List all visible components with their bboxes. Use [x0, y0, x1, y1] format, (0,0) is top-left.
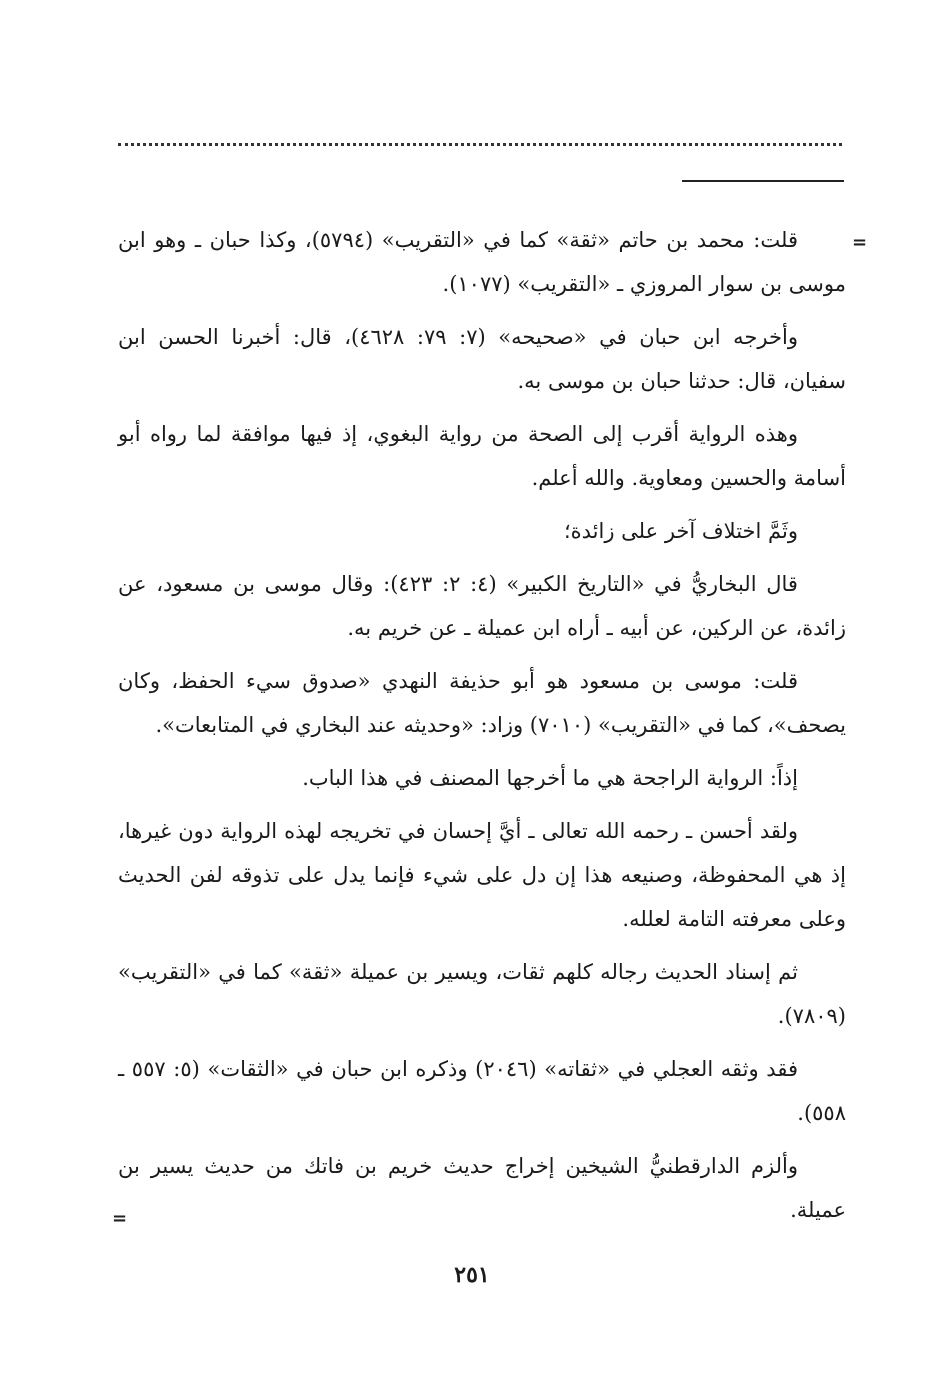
paragraph-9: ثم إسناد الحديث رجاله كلهم ثقات، ويسير بن عميلة «ثقة» كما في «التقريب» (٧٨٠٩).	[118, 960, 846, 1028]
paragraph-11: وألزم الدارقطنيُّ الشيخين إخراج حديث خريم بن فاتك من حديث يسير بن عميلة.	[118, 1154, 846, 1222]
paragraph-6: قلت: موسى بن مسعود هو أبو حذيفة النهدي «صدوق سيء الحفظ، وكان يصحف»، كما في «التقريب» (٧٠١٠) وزاد: «وحديثه عند البخاري في المتابعات».	[118, 669, 846, 737]
footnote-body	[118, 218, 846, 1241]
continuation-mark-top: =	[852, 232, 868, 253]
footnote-rule	[682, 180, 844, 182]
paragraph-7: إذاً: الرواية الراجحة هي ما أخرجها المصنف في هذا الباب.	[302, 766, 798, 790]
page-number: ٢٥١	[454, 1262, 490, 1288]
paragraph-8: ولقد أحسن ـ رحمه الله تعالى ـ أيَّ إحسان في تخريجه لهذه الرواية دون غيرها، إذ هي المحفوظة، وصنيعه هذا إن دل على شيء فإنما يدل على تذوقه لفن الحديث وعلى معرفته التامة لعلله.	[118, 819, 846, 931]
paragraph-4: وثَمَّ اختلاف آخر على زائدة؛	[563, 519, 798, 543]
paragraph-1: قلت: محمد بن حاتم «ثقة» كما في «التقريب» (٥٧٩٤)، وكذا حبان ـ وهو ابن موسى بن سوار المروزي ـ «التقريب» (١٠٧٧).	[118, 228, 846, 296]
paragraph-2: وأخرجه ابن حبان في «صحيحه» (٧: ٧٩: ٤٦٢٨)، قال: أخبرنا الحسن ابن سفيان، قال: حدثنا حبان بن موسى به.	[118, 325, 846, 393]
paragraph-10: فقد وثقه العجلي في «ثقاته» (٢٠٤٦) وذكره ابن حبان في «الثقات» (٥: ٥٥٧ ـ ٥٥٨).	[118, 1057, 846, 1125]
continuation-mark-bottom: =	[112, 1208, 128, 1229]
paragraph-3: وهذه الرواية أقرب إلى الصحة من رواية البغوي، إذ فيها موافقة لما رواه أبو أسامة والحسين ومعاوية. والله أعلم.	[118, 422, 846, 490]
paragraph-5: قال البخاريُّ في «التاريخ الكبير» (٤: ٢: ٤٢٣): وقال موسى بن مسعود، عن زائدة، عن الركين، عن أبيه ـ أراه ابن عميلة ـ عن خريم به.	[118, 572, 846, 640]
dotted-separator	[118, 143, 842, 146]
